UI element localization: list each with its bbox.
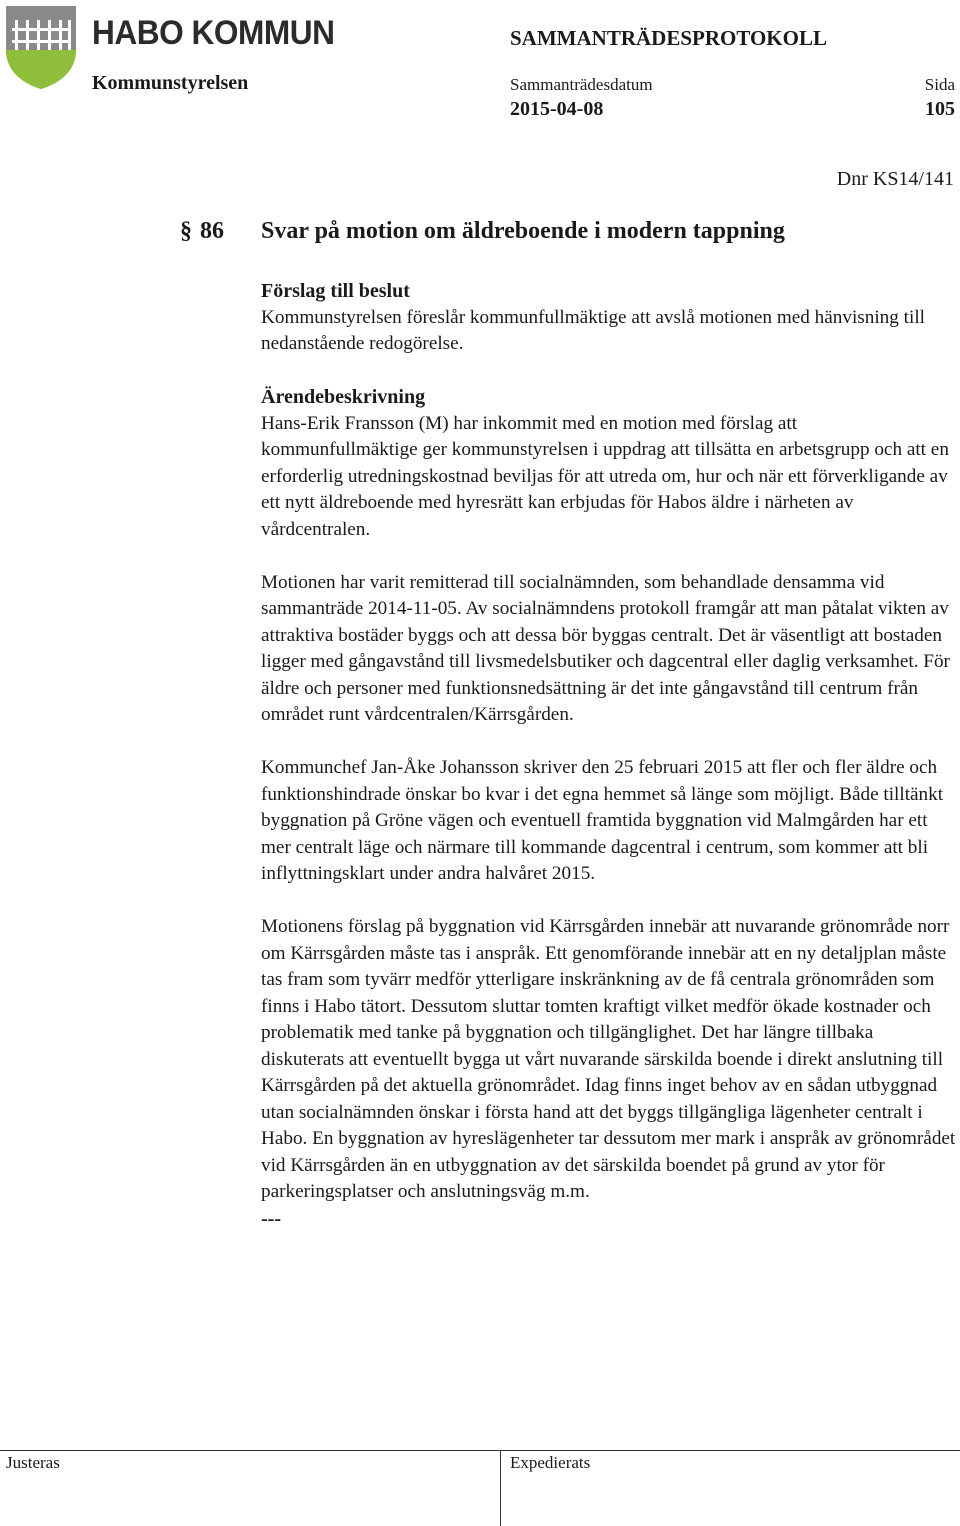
page-number: 105 — [925, 98, 955, 120]
meeting-date: 2015-04-08 — [510, 98, 604, 120]
proposal-text: Kommunstyrelsen föreslår kommunfullmäktige att avslå motionen med hänvisning till nedanstående redogörelse. — [261, 306, 925, 354]
document-type: SAMMANTRÄDESPROTOKOLL — [510, 26, 827, 50]
footer-rule — [0, 1450, 960, 1451]
section-title: Svar på motion om äldreboende i modern tappning — [261, 218, 785, 244]
page-label: Sida — [924, 75, 955, 94]
description-paragraph: Motionen har varit remitterad till socialnämnden, som behandlade densamma vid sammanträde 2014-11-05. Av socialnämndens protokoll framgår att man påtalat vikten av attraktiva bostäder byggs och att dessa bör byggas centralt. Det är väsentligt att bostaden ligger med gångavstånd till livsmedelsbutiker och dagcentral eller daglig verksamhet. För äldre och personer med funktionsnedsättning är det inte gångavstånd till centrum från området runt vårdcentralen/Kärrsgården. — [261, 571, 950, 725]
footer-divider — [500, 1450, 501, 1526]
meeting-date-label: Sammanträdesdatum — [510, 75, 653, 94]
section-number: 86 — [200, 218, 224, 244]
org-name: HABO KOMMUN — [92, 14, 335, 52]
description-heading: Ärendebeskrivning — [261, 386, 426, 408]
document-body — [261, 278, 957, 1232]
description-paragraph: Hans-Erik Fransson (M) har inkommit med en motion med förslag att kommunfullmäktige ger kommunstyrelsen i uppdrag att tillsätta en arbetsgrupp och att en erforderlig utredningskostnad beviljas för att utreda om, hur och när ett förverkligande av ett nytt äldreboende med hyresrätt kan erbjudas för Habos äldre i närheten av vårdcentralen. — [261, 412, 949, 540]
justeras-label: Justeras — [6, 1453, 60, 1472]
case-number: Dnr KS14/141 — [836, 168, 954, 190]
department: Kommunstyrelsen — [92, 72, 249, 94]
section-sign: § — [180, 218, 192, 244]
description-paragraph: Kommunchef Jan-Åke Johansson skriver den 25 februari 2015 att fler och fler äldre och funktionshindrade önskar bo kvar i det egna hemmet så länge som möjligt. Både tilltänkt byggnation på Gröne vägen och eventuell framtida byggnation vid Malmgården har ett mer centralt läge och närmare till kommande dagcentral i centrum, som kommer att bli inflyttningsklart under andra halvåret 2015. — [261, 757, 944, 884]
expedierats-label: Expedierats — [510, 1453, 591, 1472]
habo-coat-of-arms-logo — [4, 4, 78, 90]
proposal-heading: Förslag till beslut — [261, 280, 410, 302]
description-paragraph: Motionens förslag på byggnation vid Kärrsgården innebär att nuvarande grönområde norr om Kärrsgården måste tas i anspråk. Ett genomförande innebär att en ny detaljplan måste tas fram som tyvärr medför ytterligare inskränkning av de få centrala grönområden som finns i Habo tätort. Dessutom sluttar tomten kraftigt vilket medför ökade kostnader och problematik med tanke på byggnation och tillgänglighet. Det har längre tillbaka diskuterats att eventuellt bygga ut vårt nuvarande särskilda boende i direkt anslutning till Kärrsgården på det aktuella grönområdet. Idag finns inget behov av en sådan utbyggnad utan socialnämnden önskar i första hand att det byggs tillgängliga lägenheter centralt i Habo. En byggnation av hyreslägenheter tar dessutom mer mark i anspråk av grönområdet vid Kärrsgården än en utbyggnation av det särskilda boendet på grund av ytor för parkeringsplatser och anslutningsväg m.m. — [261, 916, 956, 1202]
separator: --- — [261, 1207, 281, 1230]
